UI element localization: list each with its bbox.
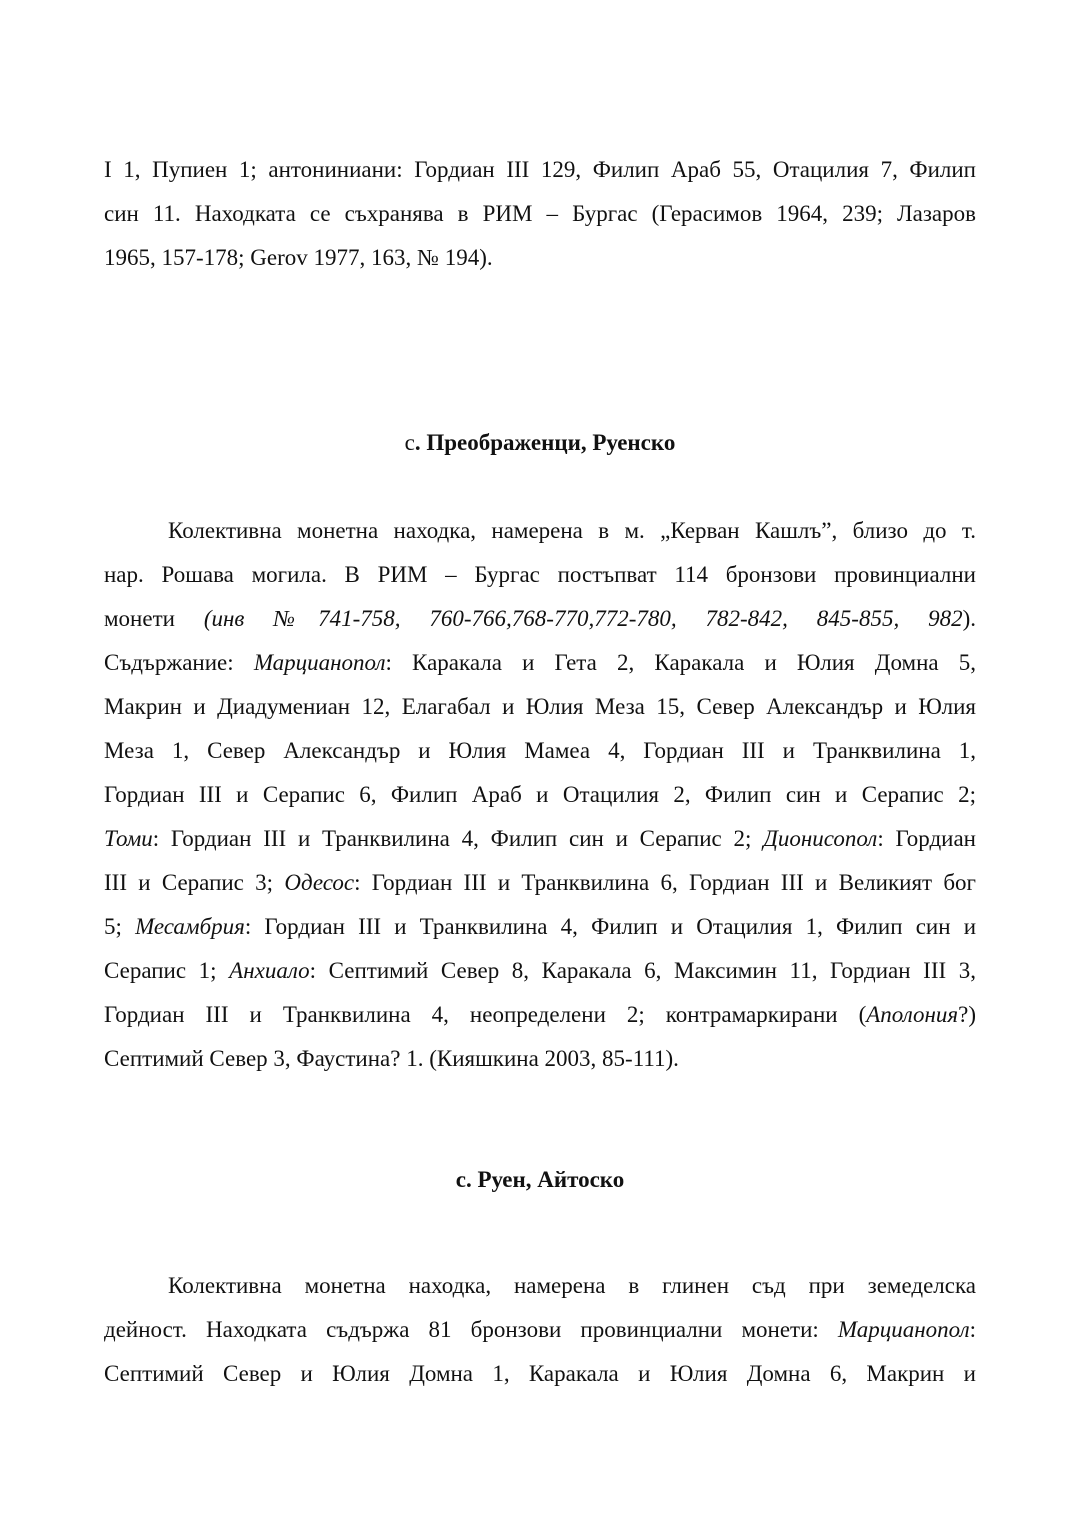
mint-name: Марцианопол bbox=[253, 650, 386, 675]
text-line: Колективна монетна находка, намерена в м. „Керван Кашлъ”, близо до т. bbox=[168, 518, 976, 543]
text-line: 1965, 157-178; Gerov 1977, 163, № 194). bbox=[104, 245, 493, 270]
text-line bbox=[104, 861, 976, 905]
text-line: син 11. Находката се съхранява в РИМ – Бургас (Герасимов 1964, 239; Лазаров bbox=[104, 201, 976, 226]
text-run: дейност. Находката съдържа 81 бронзови провинциални монети: bbox=[104, 1317, 838, 1342]
text-run: : Септимий Север 8, Каракала 6, Максимин 11, Гордиан III 3, bbox=[309, 958, 976, 983]
text-line: Меза 1, Север Александър и Юлия Мамеа 4, Гордиан III и Транквилина 1, bbox=[104, 738, 976, 763]
text-run: : bbox=[969, 1317, 976, 1342]
text-line: нар. Рошава могила. В РИМ – Бургас постъпват 114 бронзови провинциални bbox=[104, 562, 976, 587]
text-run: Гордиан III и Транквилина 4, неопределени 2; контрамаркирани ( bbox=[104, 1002, 867, 1027]
mint-name: Марцианопол bbox=[837, 1317, 970, 1342]
text-run: : Гордиан bbox=[877, 826, 976, 851]
section-2-paragraph bbox=[104, 1264, 976, 1396]
text-line bbox=[104, 993, 976, 1037]
mint-name: Анхиало bbox=[229, 958, 310, 983]
text-line bbox=[104, 817, 976, 861]
text-line: Макрин и Диадумениан 12, Елагабал и Юлия Меза 15, Север Александър и Юлия bbox=[104, 694, 976, 719]
text-line bbox=[104, 949, 976, 993]
text-run: Серапис 1; bbox=[104, 958, 230, 983]
heading-prefix: с bbox=[404, 430, 415, 455]
text-line: Септимий Север и Юлия Домна 1, Каракала и Юлия Домна 6, Макрин и bbox=[104, 1361, 976, 1386]
text-run: : Гордиан III и Транквилина 4, Филип и Отацилия 1, Филип син и bbox=[244, 914, 977, 939]
text-run: Съдържание: bbox=[104, 650, 254, 675]
section-1-paragraph bbox=[104, 509, 976, 1081]
heading-text: . Преображенци, Руенско bbox=[414, 430, 676, 455]
text-run: монети bbox=[104, 606, 204, 631]
section-heading-preobrazhentsi bbox=[0, 421, 1080, 465]
paragraph-continuation bbox=[104, 148, 976, 280]
mint-name: Аполония bbox=[866, 1002, 959, 1027]
inventory-numbers: (инв №741-758, 760-766,768-770,772-780, 782-842, 845-855, 982 bbox=[203, 606, 963, 631]
mint-name: Дионисопол bbox=[763, 826, 878, 851]
text-run: ). bbox=[962, 606, 976, 631]
mint-name: Месамбрия bbox=[135, 914, 245, 939]
text-line: Септимий Север 3, Фаустина? 1. (Кияшкина 2003, 85-111). bbox=[104, 1046, 679, 1071]
text-line: Колективна монетна находка, намерена в глинен съд при земеделска bbox=[168, 1273, 976, 1298]
text-line bbox=[104, 905, 976, 949]
text-line: I 1, Пупиен 1; антониниани: Гордиан III 129, Филип Араб 55, Отацилия 7, Филип bbox=[104, 157, 976, 182]
text-run: : Гордиан III и Транквилина 6, Гордиан III и Великият бог bbox=[354, 870, 976, 895]
text-line: Гордиан III и Серапис 6, Филип Араб и Отацилия 2, Филип син и Серапис 2; bbox=[104, 782, 976, 807]
text-run: : Гордиан III и Транквилина 4, Филип син и Серапис 2; bbox=[152, 826, 764, 851]
mint-name: Одесос bbox=[284, 870, 355, 895]
section-heading-ruen: с. Руен, Айтоско bbox=[455, 1167, 625, 1192]
text-line bbox=[104, 597, 976, 641]
text-run: : Каракала и Гета 2, Каракала и Юлия Домна 5, bbox=[385, 650, 976, 675]
mint-name: Томи bbox=[104, 826, 153, 851]
text-line bbox=[104, 1308, 976, 1352]
text-line bbox=[104, 641, 976, 685]
text-run: ?) bbox=[958, 1002, 976, 1027]
text-run: III и Серапис 3; bbox=[104, 870, 285, 895]
text-run: 5; bbox=[104, 914, 136, 939]
